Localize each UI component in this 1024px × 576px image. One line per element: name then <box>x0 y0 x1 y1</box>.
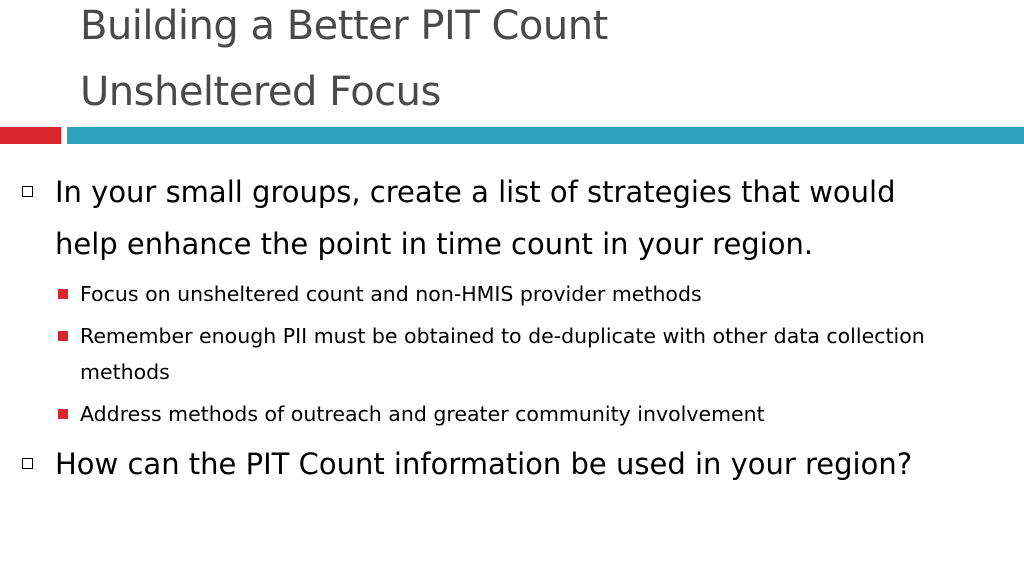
hollow-square-bullet-icon <box>22 458 33 469</box>
slide-body <box>0 166 1024 490</box>
sub-bullet-item <box>0 276 1024 312</box>
sub-bullet-text: Remember enough PII must be obtained to de-duplicate with other data collection methods <box>80 324 925 384</box>
red-square-bullet-icon <box>58 409 68 419</box>
sub-bullet-item <box>0 396 1024 432</box>
sub-bullet-text: Address methods of outreach and greater community involvement <box>80 402 765 426</box>
sub-bullet-text: Focus on unsheltered count and non-HMIS provider methods <box>80 282 702 306</box>
slide-title <box>80 0 980 125</box>
bullet-item <box>0 166 1024 270</box>
red-square-bullet-icon <box>58 289 68 299</box>
title-line-1: Building a Better PIT Count <box>80 3 608 49</box>
sub-bullet-item <box>0 318 1024 390</box>
sub-bullet-list <box>0 276 1024 432</box>
title-line-2: Unsheltered Focus <box>80 69 441 115</box>
red-square-bullet-icon <box>58 331 68 341</box>
bullet-text: In your small groups, create a list of strategies that would help enhance the point in time count in your region. <box>55 175 896 261</box>
title-divider-red <box>0 127 61 144</box>
title-divider-teal <box>67 127 1024 144</box>
bullet-item <box>0 438 1024 490</box>
bullet-text: How can the PIT Count information be used in your region? <box>55 447 913 481</box>
hollow-square-bullet-icon <box>22 186 33 197</box>
